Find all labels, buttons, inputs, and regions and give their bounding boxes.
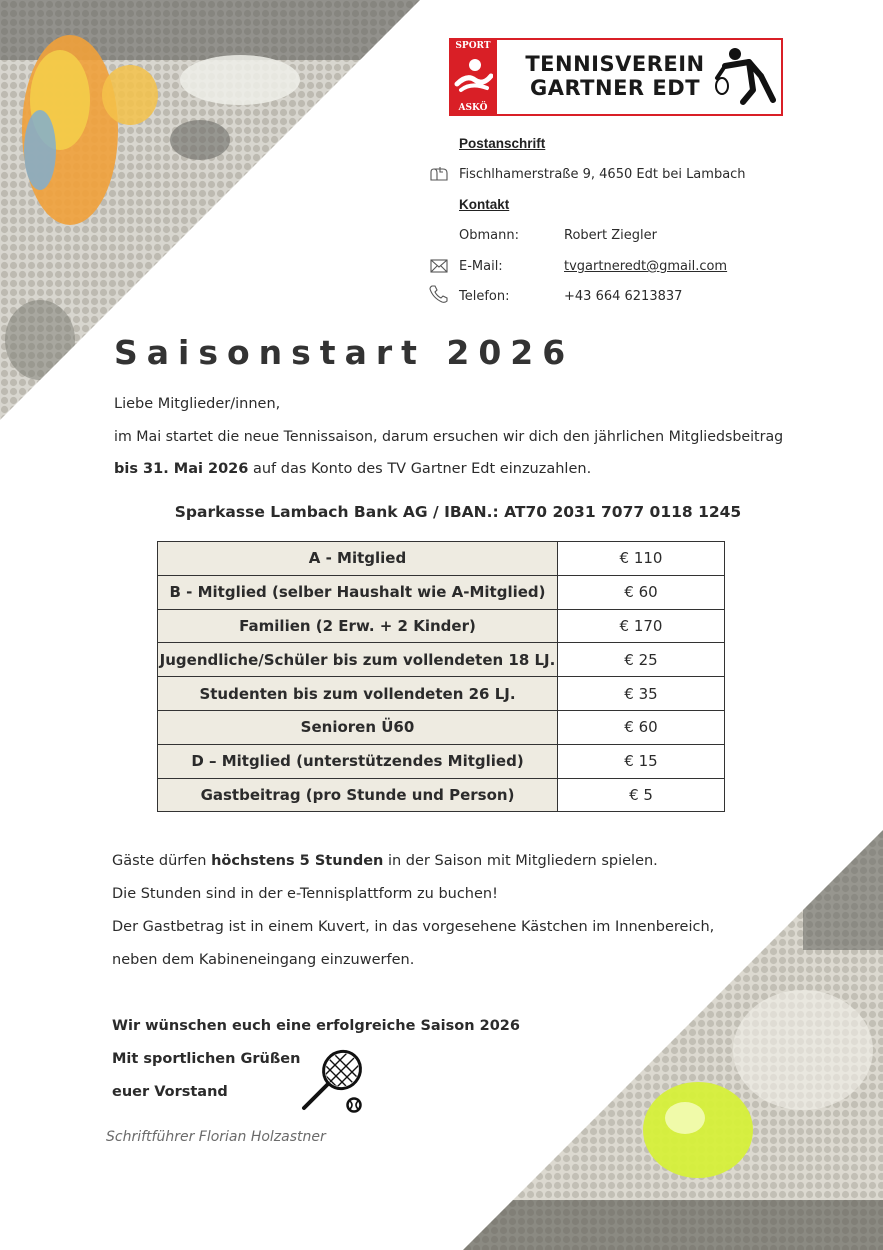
mailbox-icon: [430, 166, 448, 182]
chairman-name: Robert Ziegler: [564, 228, 657, 243]
closing-greeting: Mit sportlichen Grüßen: [112, 1051, 301, 1067]
fee-price: € 25: [558, 643, 725, 677]
fee-price: € 15: [558, 744, 725, 778]
email-link[interactable]: tvgartneredt@gmail.com: [564, 259, 728, 274]
fee-price: € 5: [558, 778, 725, 812]
guests-limit: höchstens 5 Stunden: [211, 853, 384, 869]
phone-number: +43 664 6213837: [564, 289, 683, 304]
fee-category: A - Mitglied: [158, 542, 558, 576]
intro-line2: [114, 461, 591, 477]
table-row: [158, 575, 725, 609]
fees-table: [157, 541, 725, 812]
bank-details: Sparkasse Lambach Bank AG / IBAN.: AT70 2031 7077 0118 1245: [174, 503, 742, 521]
badge-top-text: SPORT: [455, 41, 491, 51]
fee-category: Jugendliche/Schüler bis zum vollendeten 18 LJ.: [158, 643, 558, 677]
intro-line1: im Mai startet die neue Tennissaison, darum ersuchen wir dich den jährlichen Mitgliedsbeitrag: [114, 429, 784, 445]
fee-price: € 60: [558, 710, 725, 744]
club-name-line1: TENNISVEREIN: [525, 52, 705, 76]
phone-icon: [429, 285, 448, 303]
fee-price: € 60: [558, 575, 725, 609]
tennis-player-icon: [713, 46, 777, 106]
postal-address: Fischlhamerstraße 9, 4650 Edt bei Lambach: [459, 167, 746, 182]
guests-line1-post: in der Saison mit Mitgliedern spielen.: [383, 853, 658, 869]
fee-category: Gastbeitrag (pro Stunde und Person): [158, 778, 558, 812]
table-row: [158, 744, 725, 778]
email-label: E-Mail:: [459, 259, 503, 274]
contact-heading: Kontakt: [459, 197, 510, 212]
phone-label: Telefon:: [459, 289, 510, 304]
address-heading: Postanschrift: [459, 136, 546, 151]
table-row: [158, 710, 725, 744]
table-row: [158, 677, 725, 711]
fee-price: € 110: [558, 542, 725, 576]
envelope-icon: [430, 259, 448, 273]
closing-sender: euer Vorstand: [112, 1084, 228, 1100]
page-title: Saisonstart 2026: [114, 333, 575, 372]
fee-category: D – Mitglied (unterstützendes Mitglied): [158, 744, 558, 778]
guests-line1-pre: Gäste dürfen: [112, 853, 212, 869]
guests-line2: Die Stunden sind in der e-Tennisplattform zu buchen!: [112, 886, 498, 902]
greeting: Liebe Mitglieder/innen,: [114, 396, 281, 412]
club-name: [510, 52, 720, 100]
chairman-label: Obmann:: [459, 228, 519, 243]
signature: Schriftführer Florian Holzastner: [106, 1129, 326, 1145]
club-name-line2: GARTNER EDT: [529, 76, 701, 100]
askoe-figure-icon: [453, 56, 493, 96]
fee-category: Studenten bis zum vollendeten 26 LJ.: [158, 677, 558, 711]
tennis-racket-icon: [298, 1048, 366, 1116]
fee-category: Familien (2 Erw. + 2 Kinder): [158, 609, 558, 643]
table-row: [158, 609, 725, 643]
guests-line3: Der Gastbetrag ist in einem Kuvert, in das vorgesehene Kästchen im Innenbereich,: [112, 919, 715, 935]
fee-price: € 35: [558, 677, 725, 711]
fee-category: Senioren Ü60: [158, 710, 558, 744]
intro-line2-rest: auf das Konto des TV Gartner Edt einzuzahlen.: [248, 461, 592, 477]
decorative-mosaic-bottom-right: [463, 830, 883, 1250]
guests-line1: [112, 853, 658, 869]
guests-line4: neben dem Kabineneingang einzuwerfen.: [112, 952, 415, 968]
table-row: [158, 542, 725, 576]
deadline: bis 31. Mai 2026: [114, 461, 249, 477]
table-row: [158, 643, 725, 677]
table-row: [158, 778, 725, 812]
askoe-sport-badge: [449, 38, 497, 116]
fee-price: € 170: [558, 609, 725, 643]
badge-bottom-text: ASKÖ: [458, 103, 488, 113]
closing-wish: Wir wünschen euch eine erfolgreiche Saison 2026: [112, 1018, 520, 1034]
fee-category: B - Mitglied (selber Haushalt wie A-Mitglied): [158, 575, 558, 609]
